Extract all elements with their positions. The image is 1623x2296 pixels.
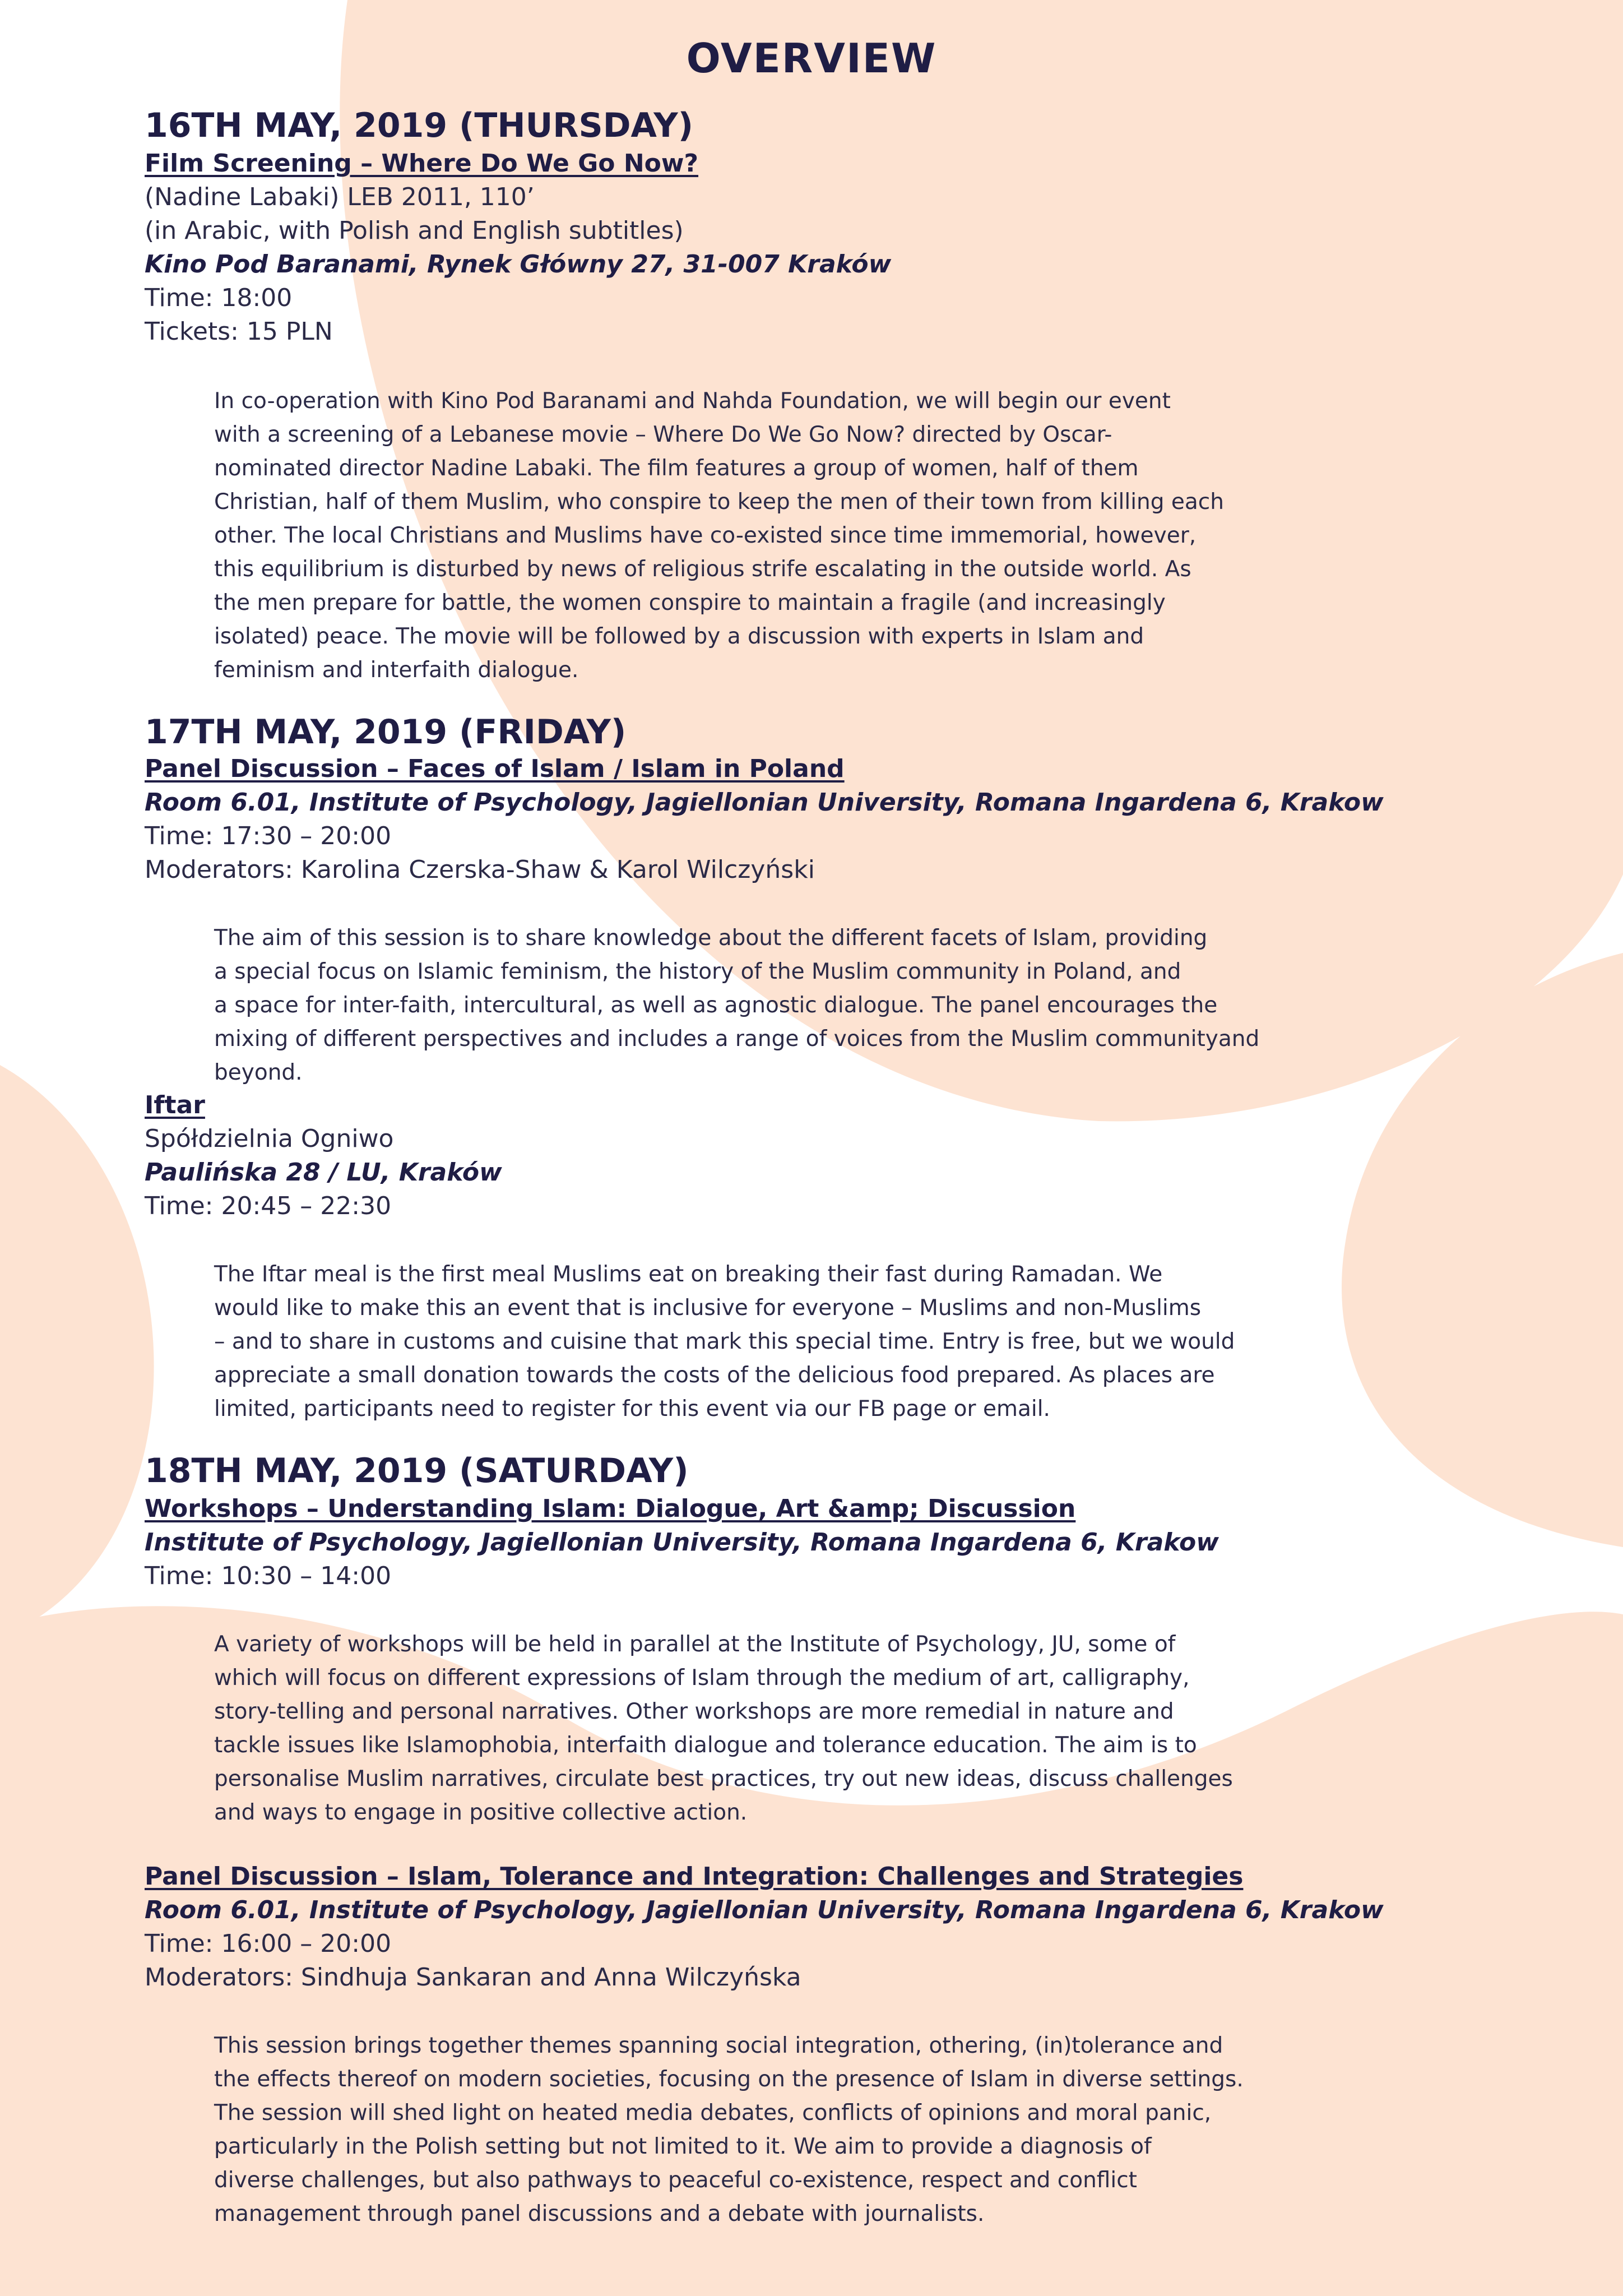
description-line: the effects thereof on modern societies, focusing on the presence of Islam in diverse settings.	[214, 2067, 1244, 2092]
event-time: Time: 10:30 – 14:00	[145, 1562, 392, 1590]
description-line: The session will shed light on heated media debates, conflicts of opinions and moral panic,	[214, 2100, 1212, 2126]
event-moderators: Moderators: Sindhuja Sankaran and Anna Wilczyńska	[145, 1963, 801, 1992]
day-heading-thursday: 16TH MAY, 2019 (THURSDAY)	[145, 106, 694, 145]
description-line: and ways to engage in positive collective action.	[214, 1800, 748, 1825]
day-heading-saturday: 18TH MAY, 2019 (SATURDAY)	[145, 1451, 689, 1490]
description-line: appreciate a small donation towards the costs of the delicious food prepared. As places are	[214, 1363, 1215, 1388]
description-line: feminism and interfaith dialogue.	[214, 658, 579, 683]
description-line: The aim of this session is to share knowledge about the different facets of Islam, providing	[214, 925, 1208, 951]
event-venue: Kino Pod Baranami, Rynek Główny 27, 31-007 Kraków	[145, 250, 892, 279]
description-line: other. The local Christians and Muslims have co-existed since time immemorial, however,	[214, 523, 1197, 548]
event-tickets: Tickets: 15 PLN	[145, 317, 333, 346]
description-line: personalise Muslim narratives, circulate best practices, try out new ideas, discuss challenges	[214, 1766, 1233, 1792]
description-line: with a screening of a Lebanese movie – Where Do We Go Now? directed by Oscar-	[214, 422, 1112, 447]
event-venue: Paulińska 28 / LU, Kraków	[145, 1158, 502, 1187]
event-venue: Room 6.01, Institute of Psychology, Jagiellonian University, Romana Ingardena 6, Krakow	[145, 788, 1384, 817]
event-time: Time: 16:00 – 20:00	[145, 1929, 392, 1958]
description-line: a special focus on Islamic feminism, the history of the Muslim community in Poland, and	[214, 959, 1181, 984]
description-line: would like to make this an event that is inclusive for everyone – Muslims and non-Muslims	[214, 1295, 1202, 1321]
description-line: which will focus on different expressions of Islam through the medium of art, calligraphy,	[214, 1665, 1190, 1691]
description-line: a space for inter-faith, intercultural, as well as agnostic dialogue. The panel encourages the	[214, 993, 1218, 1018]
description-line: this equilibrium is disturbed by news of religious strife escalating in the outside world. As	[214, 557, 1191, 582]
description-line: nominated director Nadine Labaki. The film features a group of women, half of them	[214, 456, 1139, 481]
description-line: isolated) peace. The movie will be followed by a discussion with experts in Islam and	[214, 624, 1144, 649]
description-line: In co-operation with Kino Pod Baranami and Nahda Foundation, we will begin our event	[214, 388, 1171, 414]
description-line: management through panel discussions and a debate with journalists.	[214, 2201, 985, 2226]
event-title-iftar: Iftar	[145, 1091, 205, 1119]
description-line: story-telling and personal narratives. Other workshops are more remedial in nature and	[214, 1699, 1174, 1724]
description-line: Christian, half of them Muslim, who conspire to keep the men of their town from killing each	[214, 489, 1224, 515]
description-line: This session brings together themes spanning social integration, othering, (in)tolerance and	[214, 2033, 1223, 2058]
event-title-panel-tolerance-integration: Panel Discussion – Islam, Tolerance and Integration: Challenges and Strategies	[145, 1862, 1244, 1891]
event-time: Time: 17:30 – 20:00	[145, 822, 392, 850]
description-line: limited, participants need to register for this event via our FB page or email.	[214, 1396, 1050, 1422]
description-line: A variety of workshops will be held in parallel at the Institute of Psychology, JU, some of	[214, 1632, 1176, 1657]
description-line: beyond.	[214, 1060, 303, 1085]
description-line: – and to share in customs and cuisine that mark this special time. Entry is free, but we would	[214, 1329, 1235, 1354]
film-details: (Nadine Labaki) LEB 2011, 110’	[145, 183, 535, 211]
event-moderators: Moderators: Karolina Czerska-Shaw & Karol Wilczyński	[145, 855, 815, 884]
description-line: mixing of different perspectives and includes a range of voices from the Muslim communityand	[214, 1026, 1260, 1052]
page-title: OVERVIEW	[686, 35, 937, 82]
description-line: the men prepare for battle, the women conspire to maintain a fragile (and increasingly	[214, 590, 1166, 615]
event-title-panel-faces-of-islam: Panel Discussion – Faces of Islam / Islam in Poland	[145, 754, 845, 783]
day-heading-friday: 17TH MAY, 2019 (FRIDAY)	[145, 712, 627, 752]
description-line: tackle issues like Islamophobia, interfaith dialogue and tolerance education. The aim is to	[214, 1733, 1197, 1758]
event-description	[214, 385, 1224, 687]
event-title-workshops: Workshops – Understanding Islam: Dialogue, Art &amp; Discussion	[145, 1494, 1076, 1523]
event-description	[214, 1628, 1233, 1830]
event-venue: Room 6.01, Institute of Psychology, Jagiellonian University, Romana Ingardena 6, Krakow	[145, 1896, 1384, 1924]
description-line: particularly in the Polish setting but not limited to it. We aim to provide a diagnosis of	[214, 2134, 1152, 2159]
film-subtitles-note: (in Arabic, with Polish and English subtitles)	[145, 216, 684, 245]
event-title-film-screening: Film Screening – Where Do We Go Now?	[145, 149, 699, 178]
event-description	[214, 1258, 1235, 1426]
description-line: The Iftar meal is the first meal Muslims eat on breaking their fast during Ramadan. We	[214, 1262, 1163, 1287]
description-line: diverse challenges, but also pathways to peaceful co-existence, respect and conflict	[214, 2168, 1137, 2193]
event-description	[214, 922, 1259, 1090]
event-place: Spółdzielnia Ogniwo	[145, 1124, 394, 1153]
event-venue: Institute of Psychology, Jagiellonian University, Romana Ingardena 6, Krakow	[145, 1528, 1219, 1557]
event-time: Time: 20:45 – 22:30	[145, 1192, 392, 1220]
event-time: Time: 18:00	[145, 284, 293, 312]
event-description	[214, 2029, 1244, 2231]
